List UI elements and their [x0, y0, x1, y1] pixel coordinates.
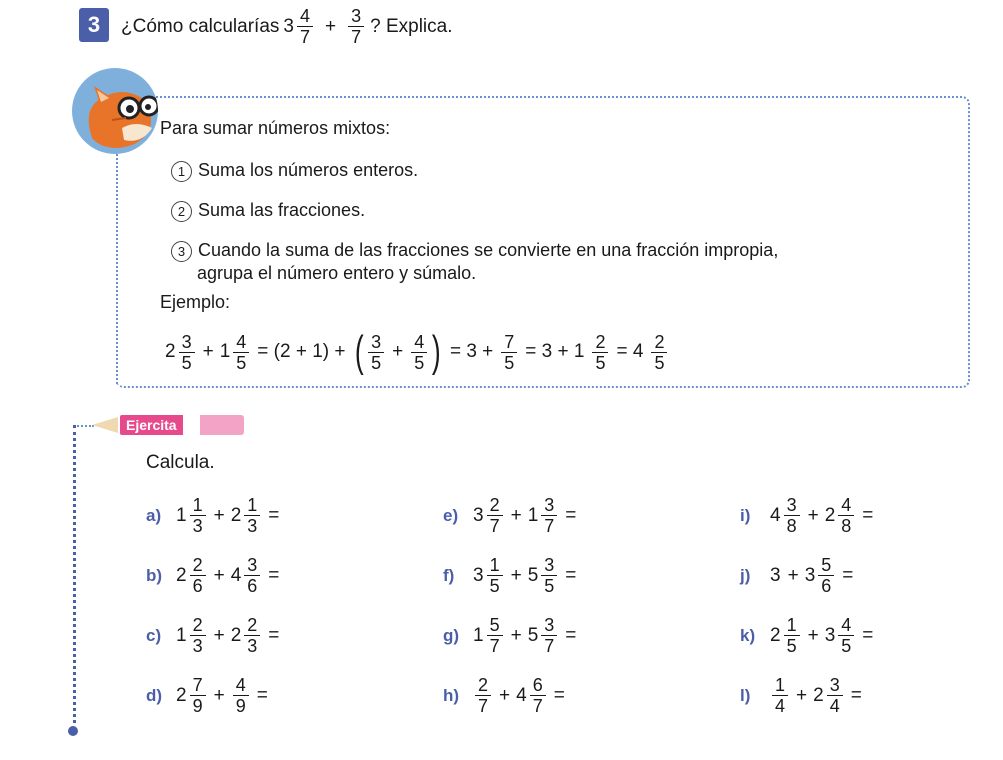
- plus-sign: +: [213, 504, 225, 526]
- fraction: [784, 495, 800, 536]
- fraction: [530, 675, 546, 716]
- denominator: 7: [478, 696, 489, 716]
- numerator: 2: [475, 675, 491, 696]
- fraction: [190, 555, 206, 596]
- numerator: 3: [541, 495, 557, 516]
- equals-sign: =: [565, 624, 577, 646]
- problem-number: 3: [79, 8, 109, 42]
- equals-sign: =: [862, 504, 874, 526]
- fraction: [190, 675, 206, 716]
- whole-part: 2: [824, 504, 836, 526]
- whole-part: 3: [473, 504, 484, 526]
- fraction: [233, 332, 249, 373]
- exercise-g: [443, 615, 582, 656]
- denominator: 7: [544, 636, 555, 656]
- whole-part: 2: [165, 341, 176, 362]
- item-label: g): [443, 625, 460, 645]
- numerator: 4: [411, 332, 427, 353]
- fraction: [244, 615, 260, 656]
- fraction: [818, 555, 834, 596]
- denominator: 5: [504, 352, 515, 373]
- equation-text: = 3 +: [449, 341, 494, 362]
- whole-part: 2: [176, 684, 187, 706]
- equals-sign: =: [862, 624, 874, 646]
- fraction: [541, 495, 557, 536]
- numerator: 2: [592, 332, 608, 353]
- numerator: 4: [233, 675, 249, 696]
- item-label: a): [146, 505, 162, 525]
- fraction: [827, 675, 843, 716]
- example-label: Ejemplo:: [160, 292, 231, 312]
- item-label: i): [740, 505, 751, 525]
- denominator: 8: [786, 516, 797, 536]
- whole-part: 4: [230, 564, 242, 586]
- numerator: 1: [190, 495, 206, 516]
- numerator: 3: [368, 332, 384, 353]
- whole-part: 1: [219, 341, 231, 362]
- whole-part: 2: [770, 624, 781, 646]
- numerator: 4: [297, 6, 313, 27]
- whole-part: 3: [804, 564, 816, 586]
- numerator: 7: [190, 675, 206, 696]
- plus-sign: +: [202, 341, 214, 362]
- numerator: 2: [190, 555, 206, 576]
- equation-text: = 4: [616, 341, 644, 362]
- denominator: 6: [192, 576, 203, 596]
- whole-part: 3: [283, 15, 294, 37]
- tip-box-left-border: [116, 150, 118, 384]
- denominator: 6: [247, 576, 258, 596]
- equals-sign: =: [256, 684, 268, 706]
- numerator: 4: [838, 495, 854, 516]
- tip-heading: Para sumar números mixtos:: [160, 118, 391, 138]
- item-label: d): [146, 685, 163, 705]
- whole-part: 1: [527, 504, 539, 526]
- equals-sign: =: [842, 564, 854, 586]
- step-text: Suma los números enteros.: [198, 160, 419, 180]
- whole-part: 4: [516, 684, 527, 706]
- numerator: 5: [487, 615, 503, 636]
- numerator: 2: [651, 332, 667, 353]
- denominator: 9: [235, 696, 246, 716]
- item-label: j): [740, 565, 751, 585]
- denominator: 3: [192, 516, 203, 536]
- numerator: 2: [244, 615, 260, 636]
- exercise-e: [443, 495, 582, 536]
- exercise-a: [146, 495, 285, 536]
- item-label: b): [146, 565, 163, 585]
- pencil-eraser-icon: [200, 415, 244, 435]
- numerator: 3: [541, 555, 557, 576]
- plus-sign: +: [787, 564, 799, 586]
- item-label: h): [443, 685, 460, 705]
- question-suffix: ? Explica.: [370, 15, 453, 37]
- numerator: 2: [190, 615, 206, 636]
- exercise-line-end-dot: [68, 726, 78, 736]
- item-label: k): [740, 625, 756, 645]
- denominator: 5: [654, 352, 665, 373]
- denominator: 5: [489, 576, 500, 596]
- tip-step-1: [171, 160, 418, 182]
- equals-sign: =: [553, 684, 565, 706]
- fraction: [772, 675, 788, 716]
- exercise-k: [740, 615, 879, 656]
- whole-part: 1: [176, 624, 187, 646]
- numerator: 5: [818, 555, 834, 576]
- numerator: 3: [179, 332, 195, 353]
- numerator: 1: [244, 495, 260, 516]
- exercise-l: [740, 675, 868, 716]
- whole-part: 1: [176, 504, 187, 526]
- plus-sign: +: [510, 624, 522, 646]
- whole-part: 3: [473, 564, 484, 586]
- fraction: [475, 675, 491, 716]
- denominator: 7: [532, 696, 543, 716]
- question-prefix: ¿Cómo calcularías: [121, 15, 280, 37]
- fraction: [297, 6, 313, 47]
- exercise-h: [443, 675, 571, 716]
- plus-sign: +: [510, 564, 522, 586]
- denominator: 5: [841, 636, 852, 656]
- fraction: [348, 6, 364, 47]
- pencil-tip-icon: [92, 417, 118, 433]
- plus-sign: +: [807, 624, 819, 646]
- item-label: f): [443, 565, 455, 585]
- numerator: 4: [233, 332, 249, 353]
- denominator: 8: [841, 516, 852, 536]
- fraction: [244, 555, 260, 596]
- fraction: [411, 332, 427, 373]
- fraction: [501, 332, 517, 373]
- whole-part: 5: [527, 624, 539, 646]
- numerator: 3: [244, 555, 260, 576]
- plus-sign: +: [213, 624, 225, 646]
- fraction: [190, 615, 206, 656]
- exercise-tag: Ejercita: [120, 415, 183, 435]
- plus-sign: +: [499, 684, 511, 706]
- fraction: [179, 332, 195, 373]
- fraction: [838, 615, 854, 656]
- numerator: 1: [784, 615, 800, 636]
- fraction: [541, 555, 557, 596]
- exercise-j: [740, 555, 859, 596]
- step-number: 2: [171, 201, 192, 222]
- equals-sign: =: [565, 564, 577, 586]
- numerator: 3: [541, 615, 557, 636]
- numerator: 1: [772, 675, 788, 696]
- exercise-left-line: [73, 425, 76, 730]
- exercise-c: [146, 615, 285, 656]
- fraction: [592, 332, 608, 373]
- whole-part: 3: [770, 564, 781, 586]
- whole-part: 4: [770, 504, 781, 526]
- denominator: 7: [351, 27, 362, 47]
- denominator: 5: [544, 576, 555, 596]
- whole-part: 2: [230, 504, 242, 526]
- fraction: [487, 615, 503, 656]
- right-paren: ): [432, 327, 442, 376]
- tip-step-3-continued: agrupa el número entero y súmalo.: [197, 263, 477, 283]
- fraction: [244, 495, 260, 536]
- equals-sign: =: [565, 504, 577, 526]
- denominator: 5: [414, 352, 425, 373]
- plus-sign: +: [213, 684, 225, 706]
- fraction: [651, 332, 667, 373]
- denominator: 4: [775, 696, 786, 716]
- equals-sign: =: [268, 564, 280, 586]
- numerator: 4: [838, 615, 854, 636]
- exercise-b: [146, 555, 285, 596]
- whole-part: 3: [824, 624, 836, 646]
- fraction: [784, 615, 800, 656]
- tip-step-3: [171, 240, 778, 262]
- equation-text: = (2 + 1) +: [257, 341, 346, 362]
- equals-sign: =: [850, 684, 862, 706]
- exercise-instruction: Calcula.: [146, 452, 215, 473]
- fraction: [541, 615, 557, 656]
- denominator: 7: [544, 516, 555, 536]
- denominator: 6: [821, 576, 832, 596]
- item-label: e): [443, 505, 459, 525]
- denominator: 3: [247, 516, 258, 536]
- denominator: 7: [299, 27, 310, 47]
- fraction: [368, 332, 384, 373]
- whole-part: 2: [813, 684, 824, 706]
- fraction: [233, 675, 249, 716]
- numerator: 3: [784, 495, 800, 516]
- numerator: 6: [530, 675, 546, 696]
- denominator: 5: [595, 352, 606, 373]
- exercise-i: [740, 495, 879, 536]
- item-label: l): [740, 685, 751, 705]
- denominator: 4: [829, 696, 840, 716]
- numerator: 3: [348, 6, 364, 27]
- problem-question: [121, 6, 452, 47]
- mixed-number-1: [283, 6, 315, 47]
- numerator: 1: [487, 555, 503, 576]
- pencil-dots: [74, 425, 94, 427]
- denominator: 5: [786, 636, 797, 656]
- step-text: Suma las fracciones.: [198, 200, 366, 220]
- plus-sign: +: [213, 564, 225, 586]
- equals-sign: =: [268, 624, 280, 646]
- numerator: 7: [501, 332, 517, 353]
- plus-sign: +: [392, 341, 404, 362]
- whole-part: 1: [473, 624, 484, 646]
- whole-part: 2: [176, 564, 187, 586]
- plus-sign: +: [796, 684, 808, 706]
- step-text: Cuando la suma de las fracciones se convierte en una fracción impropia,: [198, 240, 779, 260]
- plus-sign: +: [807, 504, 819, 526]
- equation-text: = 3 + 1: [525, 341, 585, 362]
- fraction: [838, 495, 854, 536]
- denominator: 5: [236, 352, 247, 373]
- fraction: [487, 555, 503, 596]
- equals-sign: =: [268, 504, 280, 526]
- denominator: 3: [247, 636, 258, 656]
- plus-sign: +: [324, 15, 337, 37]
- item-label: c): [146, 625, 162, 645]
- tip-step-2: [171, 200, 365, 222]
- denominator: 5: [371, 352, 382, 373]
- whole-part: 2: [230, 624, 242, 646]
- denominator: 3: [192, 636, 203, 656]
- denominator: 9: [192, 696, 203, 716]
- denominator: 7: [489, 516, 500, 536]
- step-number: 3: [171, 241, 192, 262]
- fraction: [190, 495, 206, 536]
- step-number: 1: [171, 161, 192, 182]
- denominator: 7: [489, 636, 500, 656]
- exercise-d: [146, 675, 274, 716]
- exercise-f: [443, 555, 582, 596]
- example-equation: [165, 327, 669, 376]
- numerator: 2: [487, 495, 503, 516]
- mascot-avatar-icon: [72, 68, 158, 154]
- fraction: [487, 495, 503, 536]
- denominator: 5: [181, 352, 192, 373]
- whole-part: 5: [527, 564, 539, 586]
- left-paren: (: [354, 327, 364, 376]
- numerator: 3: [827, 675, 843, 696]
- plus-sign: +: [510, 504, 522, 526]
